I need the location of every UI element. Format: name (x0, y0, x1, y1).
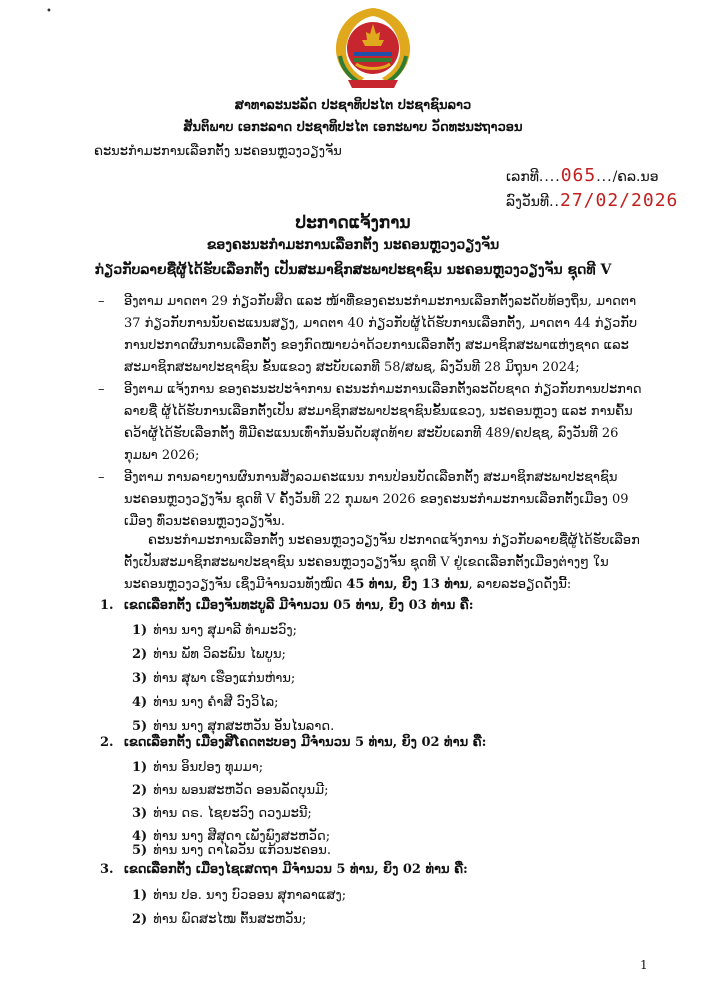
list-item (132, 783, 329, 798)
section-number: 3. (100, 862, 114, 877)
section-number: 2. (100, 735, 114, 750)
reference-date (506, 190, 678, 211)
section-heading (100, 735, 486, 750)
section-number: 1. (100, 598, 114, 613)
issuing-committee: ຄະນະກຳມະການເລືອກຕັ້ງ ນະຄອນຫຼວງວຽງຈັນ (94, 144, 342, 159)
reference-number-label: ເລກທີ (506, 169, 539, 185)
paragraph-total: 45 ທ່ານ, ຍິງ 13 ທ່ານ (346, 577, 469, 592)
legal-basis-text: ອີງຕາມ ການລາຍງານຜົນການສັງລວມຄະແນນ ການປ່ອນບັດເລືອກຕັ້ງ ສະມາຊິກສະພາປະຊາຊົນ ນະຄອນຫຼວງວຽງຈັນ ຊຸດທີ V ຄັ້ງວັນທີ 22 ກຸມພາ 2026 ຂອງຄະນະກຳມະການເລືອກຕັ້ງເມືອງ 09 ເມືອງ ທົ່ວນະຄອນຫຼວງວຽງຈັນ. (124, 470, 629, 529)
list-item-number: 1) (132, 623, 148, 638)
list-item (132, 647, 286, 662)
legal-basis-text: ອີງຕາມ ແຈ້ງການ ຂອງຄະນະປະຈຳການ ຄະນະກຳມະການເລືອກຕັ້ງລະດັບຊາດ ກ່ຽວກັບການປະກາດລາຍຊື່ ຜູ້ໄດ້ຮັບການເລືອກຕັ້ງເປັນ ສະມາຊິກສະພາປະຊາຊົນຂັ້ນແຂວງ, ນະຄອນຫຼວງ ແລະ ການຄົ້ນຄວ້າຜູ້ໄດ້ຮັບເລືອກຕັ້ງ ທີ່ມີຄະແນນເທົ່າກັນອັນດັບສຸດທ້າຍ ສະບັບເລກທີ 489/ຄປຊຊ, ລົງວັນທີ 26 ກຸມພາ 2026; (124, 382, 642, 463)
bullet-dash: – (98, 382, 105, 397)
list-item-name: ທ່ານ ນາງ ສຸກສະຫວັນ ອັນໄນລາດ. (153, 719, 335, 734)
list-item (132, 888, 346, 903)
legal-basis-text: ອີງຕາມ ມາດຕາ 29 ກ່ຽວກັບສິດ ແລະ ໜ້າທີ່ຂອງຄະນະກຳມະການເລືອກຕັ້ງລະດັບທ້ອງຖິ່ນ, ມາດຕາ 37 ກ່ຽວກັບການນັບຄະແນນສຽງ, ມາດຕາ 40 ກ່ຽວກັບຜູ້ໄດ້ຮັບການເລືອກຕັ້ງ, ມາດຕາ 44 ກ່ຽວກັບການປະກາດຜົນການເລືອກຕັ້ງ ຂອງກົດໝາຍວ່າດ້ວຍການເລືອກຕັ້ງ ສະມາຊິກສະພາແຫ່ງຊາດ ແລະ ສະມາຊິກສະພາປະຊາຊົນ ຂັ້ນແຂວງ ສະບັບເລກທີ 58/ສພຊ, ລົງວັນທີ 28 ມິຖຸນາ 2024; (124, 294, 638, 375)
list-item-name: ທ່ານ ນາງ ດາໄລວັນ ແກ້ວນະຄອນ. (153, 843, 331, 858)
list-item-number: 3) (132, 671, 148, 686)
reference-number-value: 065 (560, 165, 597, 186)
legal-basis-item (98, 291, 654, 379)
list-item (132, 912, 306, 927)
document-subtitle: ກ່ຽວກັບລາຍຊື່ຜູ້ໄດ້ຮັບເລືອກຕັ້ງ ເປັນສະມາຊິກສະພາປະຊາຊົນ ນະຄອນຫຼວງວຽງຈັນ ຊຸດທີ V (94, 262, 612, 278)
bullet-dash: – (98, 294, 105, 309)
list-item-number: 1) (132, 888, 148, 903)
legal-basis-item (98, 379, 654, 467)
list-item-number: 5) (132, 719, 148, 734)
section-heading (100, 598, 474, 613)
section-title: ເຂດເລືອກຕັ້ງ ເມືອງສີໂຄດຕະບອງ ມີຈຳນວນ 5 ທ່ານ, ຍິງ 02 ທ່ານ ຄື: (124, 735, 487, 750)
list-item-name: ທ່ານ ດຣ. ໄຊຍະວົງ ດວງມະນີ; (153, 806, 312, 821)
list-item-name: ທ່ານ ສຸພາ ເຮືອງແກ່ນຫ່ານ; (153, 671, 296, 686)
page-number: 1 (640, 958, 648, 972)
list-item-number: 2) (132, 647, 148, 662)
reference-date-value: 27/02/2026 (560, 190, 679, 211)
bullet-dash: – (98, 470, 105, 485)
list-item-number: 2) (132, 783, 148, 798)
list-item-number: 1) (132, 760, 148, 775)
list-item-name: ທ່ານ ພົດສະໄໝ ຕົ້ນສະຫວັນ; (153, 912, 307, 927)
list-item-number: 5) (132, 843, 148, 858)
list-item (132, 623, 297, 638)
reference-dots: .. (549, 194, 560, 210)
scan-mark: • (46, 6, 52, 17)
announcement-paragraph (124, 530, 654, 596)
legal-basis-item (98, 467, 654, 533)
section-title: ເຂດເລືອກຕັ້ງ ເມືອງໄຊເສດຖາ ມີຈຳນວນ 5 ທ່ານ, ຍິງ 02 ທ່ານ ຄື: (124, 862, 468, 877)
list-item (132, 671, 295, 686)
paragraph-text: , ລາຍລະອຽດດັ່ງນີ້: (468, 577, 572, 592)
list-item-name: ທ່ານ ພອນສະຫວັດ ອອນລັດບຸນມີ; (153, 783, 329, 798)
paragraph-text: ຄະນະກຳມະການເລືອກຕັ້ງ ນະຄອນຫຼວງວຽງຈັນ ປະກາດແຈ້ງການ ກ່ຽວກັບລາຍຊື່ຜູ້ໄດ້ຮັບເລືອກຕັ້ງເປັນສະມາຊິກສະພາປະຊາຊົນ ນະຄອນຫຼວງວຽງຈັນ ຊຸດທີ V ຢູ່ເຂດເລືອກຕັ້ງເມືອງຕ່າງໆ ໃນນະຄອນຫຼວງວຽງຈັນ ເຊິ່ງມີຈຳນວນທັງໝົດ (124, 533, 640, 592)
section-heading (100, 862, 468, 877)
reference-number-suffix: /ຄລ.ນອ (612, 169, 659, 185)
list-item (132, 829, 330, 844)
list-item-name: ທ່ານ ພັທ ວິລະພົນ ໄພບູນ; (153, 647, 286, 662)
document-title: ປະກາດແຈ້ງການ (295, 213, 411, 233)
list-item-number: 2) (132, 912, 148, 927)
list-item-name: ທ່ານ ນາງ ຄຳສີ ວົງວິໄລ; (153, 695, 279, 710)
document-subtitle: ຂອງຄະນະກຳມະການເລືອກຕັ້ງ ນະຄອນຫຼວງວຽງຈັນ (206, 237, 500, 253)
list-item-name: ທ່ານ ນາງ ສຸມາລີ ທຳມະວົງ; (153, 623, 297, 638)
list-item (132, 806, 312, 821)
national-emblem-icon (326, 4, 420, 90)
country-name: ສາທາລະນະລັດ ປະຊາທິປະໄຕ ປະຊາຊົນລາວ (234, 98, 472, 113)
list-item (132, 719, 334, 734)
reference-number (506, 165, 659, 186)
list-item (132, 695, 279, 710)
reference-date-label: ລົງວັນທີ (506, 194, 550, 210)
reference-dots: ... (596, 169, 613, 185)
list-item-name: ທ່ານ ນາງ ສີສຸດາ ເພັງພົງສະຫວັດ; (153, 829, 331, 844)
list-item-name: ທ່ານ ອິນປອງ ທຸມມາ; (153, 760, 264, 775)
list-item (132, 760, 263, 775)
list-item-number: 4) (132, 829, 148, 844)
section-title: ເຂດເລືອກຕັ້ງ ເມືອງຈັນທະບູລີ ມີຈຳນວນ 05 ທ່ານ, ຍິງ 03 ທ່ານ ຄື: (124, 598, 474, 613)
list-item-number: 4) (132, 695, 148, 710)
reference-dots: .... (538, 169, 561, 185)
list-item-number: 3) (132, 806, 148, 821)
list-item (132, 843, 331, 858)
country-motto: ສັນຕິພາບ ເອກະລາດ ປະຊາທິປະໄຕ ເອກະພາບ ວັດທະນະຖາວອນ (183, 120, 523, 135)
list-item-name: ທ່ານ ປອ. ນາງ ບົວອອນ ສຸກາລາແສງ; (153, 888, 347, 903)
